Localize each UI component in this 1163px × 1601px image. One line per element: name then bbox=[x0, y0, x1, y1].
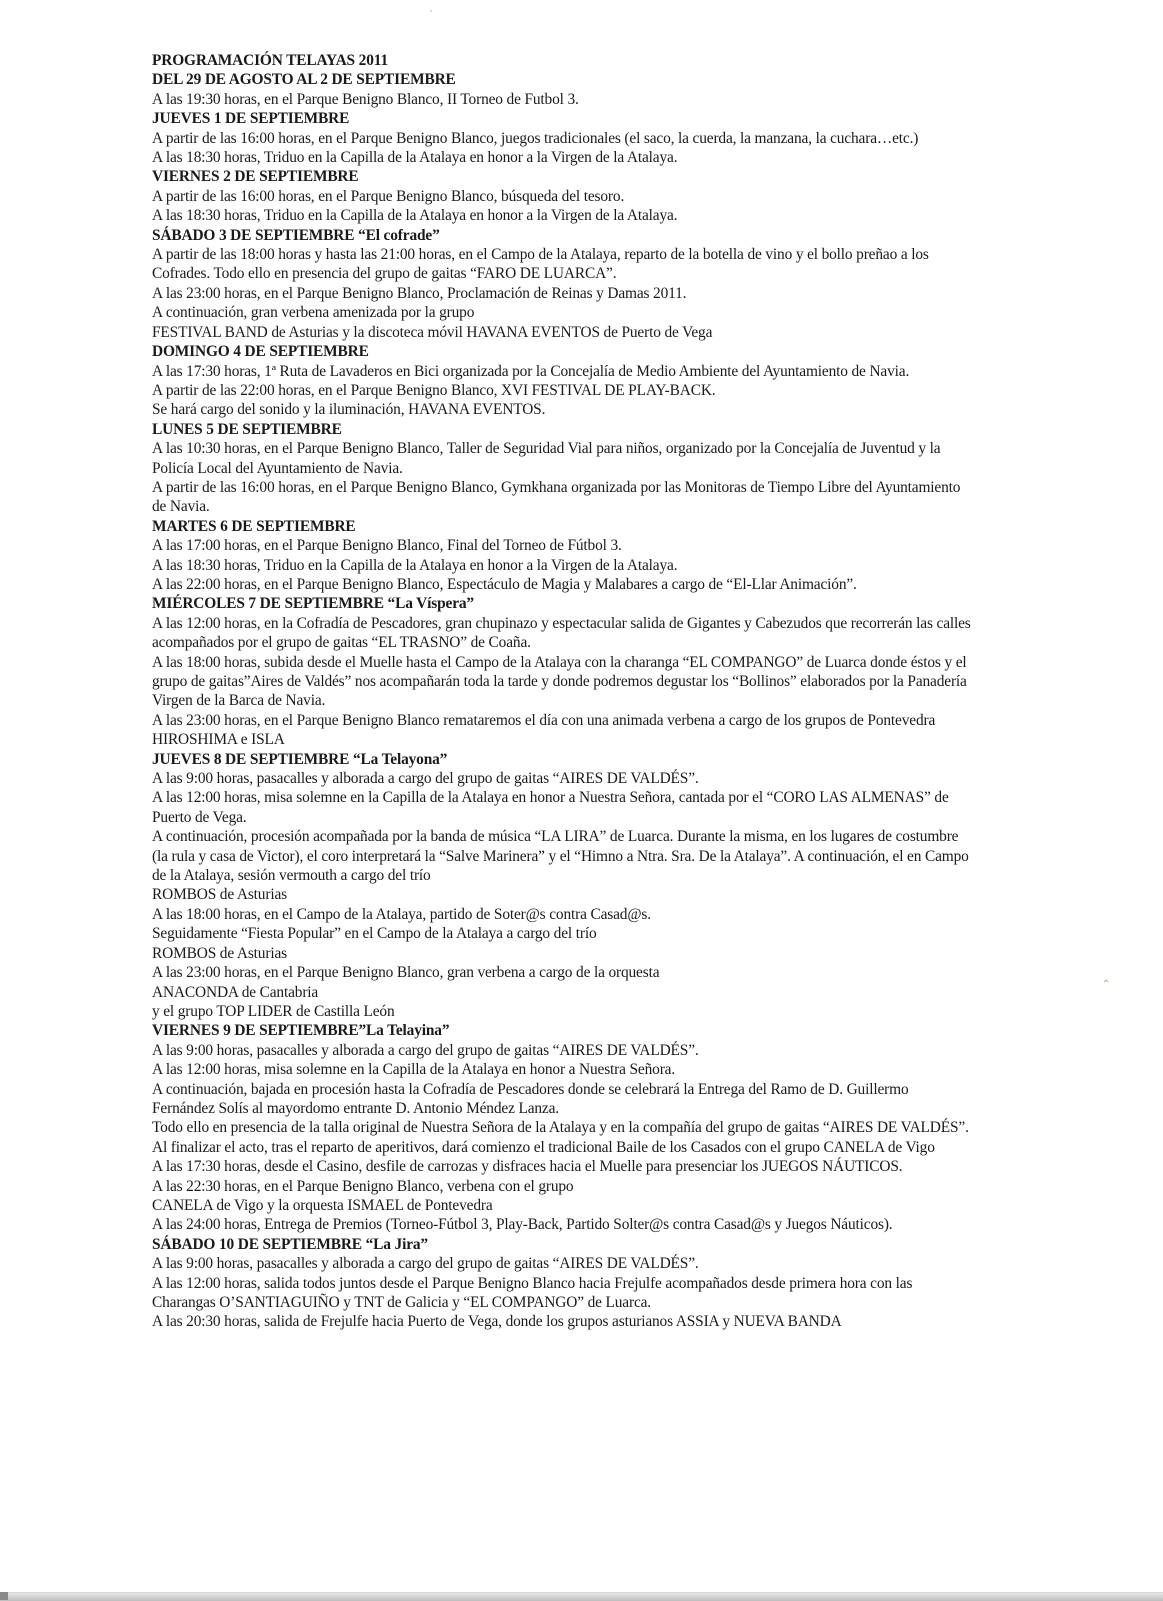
event-line: A las 12:00 horas, misa solemne en la Capilla de la Atalaya en honor a Nuestra Señora. bbox=[152, 1061, 676, 1079]
event-line: FESTIVAL BAND de Asturias y la discoteca móvil HAVANA EVENTOS de Puerto de Vega bbox=[152, 323, 713, 341]
event-line: A las 12:00 horas, en la Cofradía de Pescadores, gran chupinazo y espectacular salida de Gigantes y Cabezudos que recorrerán las calles acompañados por el grupo de gaitas “EL TRASNO” de Coaña. bbox=[152, 614, 971, 652]
event-line: A las 18:00 horas, en el Campo de la Atalaya, partido de Soter@s contra Casad@s. bbox=[152, 905, 651, 923]
event-line: HIROSHIMA e ISLA bbox=[152, 731, 285, 749]
event-line: A partir de las 22:00 horas, en el Parque Benigno Blanco, XVI FESTIVAL DE PLAY-BACK. bbox=[152, 381, 716, 399]
section-heading: VIERNES 2 DE SEPTIEMBRE bbox=[152, 168, 359, 186]
event-line: A las 12:00 horas, misa solemne en la Capilla de la Atalaya en honor a Nuestra Señora, cantada por el “CORO LAS ALMENAS” de Puerto de Vega. bbox=[152, 789, 949, 826]
event-line: A las 9:00 horas, pasacalles y alborada a cargo del grupo de gaitas “AIRES DE VALDÉS”. bbox=[152, 1255, 699, 1273]
section-heading: LUNES 5 DE SEPTIEMBRE bbox=[152, 420, 342, 438]
scan-speck bbox=[430, 10, 432, 12]
event-line: Seguidamente “Fiesta Popular” en el Campo de la Atalaya a cargo del trío bbox=[152, 925, 597, 943]
event-line: A las 22:30 horas, en el Parque Benigno Blanco, verbena con el grupo bbox=[152, 1177, 574, 1195]
event-line: A las 18:30 horas, Triduo en la Capilla de la Atalaya en honor a la Virgen de la Atalaya. bbox=[152, 556, 678, 574]
event-line: A partir de las 18:00 horas y hasta las 21:00 horas, en el Campo de la Atalaya, reparto de la botella de vino y el bollo preñao a los Cofrades. Todo ello en presencia del grupo de gaitas “FARO DE LUARCA”. bbox=[152, 246, 929, 283]
event-line: y el grupo TOP LIDER de Castilla León bbox=[152, 1002, 395, 1020]
event-line: A continuación, bajada en procesión hasta la Cofradía de Pescadores donde se celebrará la Entrega del Ramo de D. Guillermo Fernández Solís al mayordomo entrante D. Antonio Méndez Lanza. bbox=[152, 1080, 909, 1117]
event-line: A las 12:00 horas, salida todos juntos desde el Parque Benigno Blanco hacia Frejulfe acompañados desde primera hora con las Charangas O’SANTIAGUIÑO y TNT de Galicia y “EL COMPANGO” de Luarca. bbox=[152, 1274, 913, 1311]
section-heading: VIERNES 9 DE SEPTIEMBRE”La Telayina” bbox=[152, 1022, 450, 1040]
event-line: ROMBOS de Asturias bbox=[152, 944, 287, 962]
event-line: A las 18:00 horas, subida desde el Muelle hasta el Campo de la Atalaya con la charanga “EL COMPANGO” de Luarca donde éstos y el grupo de gaitas”Aires de Valdés” nos acompañarán toda la tarde y donde podremos degustar los “Bollinos” elaborados por la Panadería Virgen de la Barca de Navia. bbox=[152, 653, 967, 710]
event-line: A las 18:30 horas, Triduo en la Capilla de la Atalaya en honor a la Virgen de la Atalaya. bbox=[152, 207, 678, 225]
event-line: A continuación, procesión acompañada por la banda de música “LA LIRA” de Luarca. Durante la misma, en los lugares de costumbre (la rula y casa de Victor), el coro interpretará la “Salve Marinera” y el “Himno a Ntra. Sra. De la Atalaya”. A continuación, el en Campo de la Atalaya, sesión vermouth a cargo del trío bbox=[152, 828, 969, 885]
event-line: ANACONDA de Cantabria bbox=[152, 983, 319, 1001]
event-line: A partir de las 16:00 horas, en el Parque Benigno Blanco, Gymkhana organizada por las Monitoras de Tiempo Libre del Ayuntamiento de Navia. bbox=[152, 478, 961, 516]
event-line: A las 24:00 horas, Entrega de Premios (Torneo-Fútbol 3, Play-Back, Partido Solter@s contra Casad@s y Juegos Náuticos). bbox=[152, 1216, 893, 1234]
event-line: ROMBOS de Asturias bbox=[152, 886, 287, 904]
section-heading: JUEVES 8 DE SEPTIEMBRE “La Telayona” bbox=[152, 750, 448, 768]
event-line: A partir de las 16:00 horas, en el Parque Benigno Blanco, juegos tradicionales (el saco, la cuerda, la manzana, la cuchara…etc.) bbox=[152, 129, 919, 147]
event-line: A las 18:30 horas, Triduo en la Capilla de la Atalaya en honor a la Virgen de la Atalaya. bbox=[152, 149, 678, 167]
section-heading: MIÉRCOLES 7 DE SEPTIEMBRE “La Víspera” bbox=[152, 595, 474, 613]
event-line: A las 17:00 horas, en el Parque Benigno Blanco, Final del Torneo de Fútbol 3. bbox=[152, 537, 622, 555]
document-title: PROGRAMACIÓN TELAYAS 2011 bbox=[152, 52, 388, 69]
event-line: A las 17:30 horas, desde el Casino, desfile de carrozas y disfraces hacia el Muelle para presenciar los JUEGOS NÁUTICOS. bbox=[152, 1158, 903, 1176]
event-line: CANELA de Vigo y la orquesta ISMAEL de Pontevedra bbox=[152, 1196, 493, 1214]
section-heading: DEL 29 DE AGOSTO AL 2 DE SEPTIEMBRE bbox=[152, 71, 456, 89]
document-page bbox=[152, 51, 972, 1332]
section-heading: JUEVES 1 DE SEPTIEMBRE bbox=[152, 110, 350, 128]
event-line: A las 23:00 horas, en el Parque Benigno Blanco remataremos el día con una animada verbena a cargo de los grupos de Pontevedra bbox=[152, 711, 936, 729]
event-line: A continuación, gran verbena amenizada por la grupo bbox=[152, 304, 475, 322]
section-heading: SÁBADO 3 DE SEPTIEMBRE “El cofrade” bbox=[152, 226, 440, 244]
event-line: Se hará cargo del sonido y la iluminación, HAVANA EVENTOS. bbox=[152, 401, 546, 419]
event-line: A las 23:00 horas, en el Parque Benigno Blanco, Proclamación de Reinas y Damas 2011. bbox=[152, 284, 687, 302]
event-line: A las 20:30 horas, salida de Frejulfe hacia Puerto de Vega, donde los grupos asturianos ASSIA y NUEVA BANDA bbox=[152, 1313, 842, 1331]
scan-mark: ⌃ bbox=[1102, 979, 1111, 990]
event-line: A las 22:00 horas, en el Parque Benigno Blanco, Espectáculo de Magia y Malabares a cargo de “El-Llar Animación”. bbox=[152, 575, 857, 593]
event-line: A las 23:00 horas, en el Parque Benigno Blanco, gran verbena a cargo de la orquesta bbox=[152, 964, 660, 982]
event-line: Todo ello en presencia de la talla original de Nuestra Señora de la Atalaya y en la compañía del grupo de gaitas “AIRES DE VALDÉS”. bbox=[152, 1119, 969, 1137]
section-heading: MARTES 6 DE SEPTIEMBRE bbox=[152, 517, 356, 535]
event-line: A las 9:00 horas, pasacalles y alborada a cargo del grupo de gaitas “AIRES DE VALDÉS”. bbox=[152, 1041, 699, 1059]
event-line: A las 19:30 horas, en el Parque Benigno Blanco, II Torneo de Futbol 3. bbox=[152, 90, 579, 108]
section-heading: DOMINGO 4 DE SEPTIEMBRE bbox=[152, 343, 369, 361]
event-line: A partir de las 16:00 horas, en el Parque Benigno Blanco, búsqueda del tesoro. bbox=[152, 187, 625, 205]
scanner-corner bbox=[0, 1592, 8, 1600]
event-line: Al finalizar el acto, tras el reparto de aperitivos, dará comienzo el tradicional Baile de los Casados con el grupo CANELA de Vigo bbox=[152, 1138, 935, 1156]
event-line: A las 10:30 horas, en el Parque Benigno Blanco, Taller de Seguridad Vial para niños, organizado por la Concejalía de Juventud y la Policía Local del Ayuntamiento de Navia. bbox=[152, 440, 941, 477]
event-line: A las 9:00 horas, pasacalles y alborada a cargo del grupo de gaitas “AIRES DE VALDÉS”. bbox=[152, 770, 699, 788]
section-heading: SÁBADO 10 DE SEPTIEMBRE “La Jira” bbox=[152, 1235, 428, 1253]
event-line: A las 17:30 horas, 1ª Ruta de Lavaderos en Bici organizada por la Concejalía de Medio Ambiente del Ayuntamiento de Navia. bbox=[152, 362, 910, 380]
